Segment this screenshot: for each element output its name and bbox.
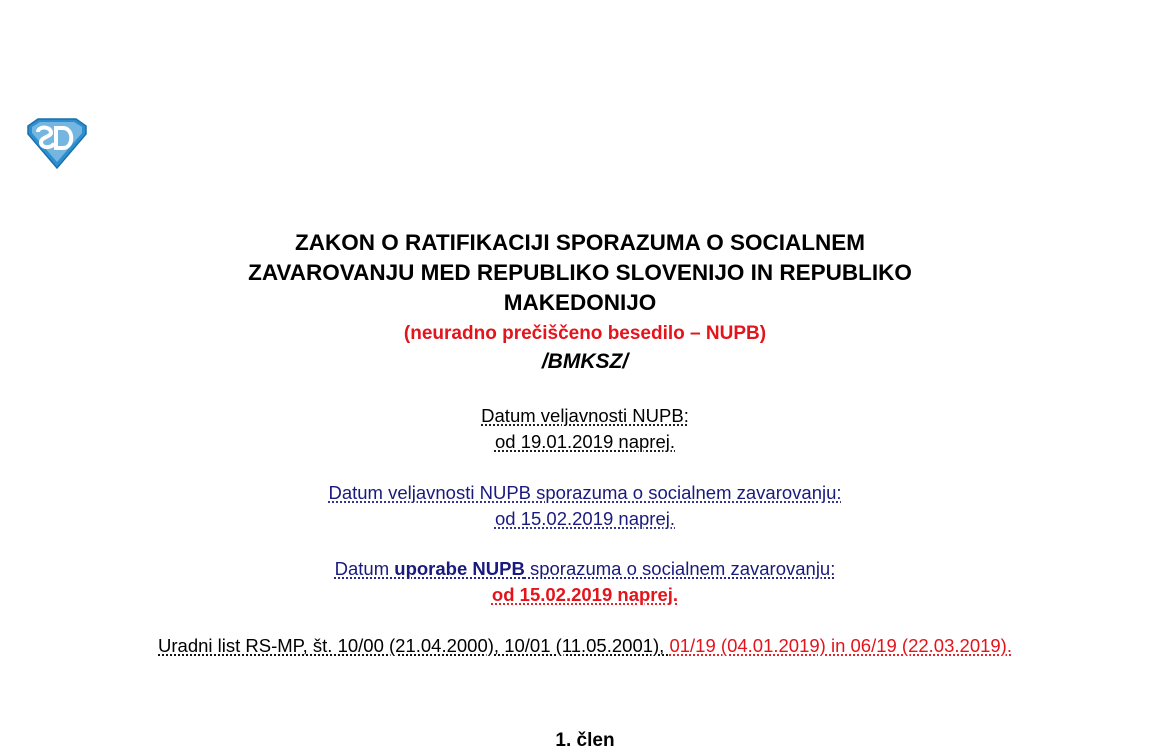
agreement-validity-label[interactable]: Datum veljavnosti NUPB sporazuma o socialnem zavarovanju: bbox=[328, 482, 842, 503]
subtitle-nupb: (neuradno prečiščeno besedilo – NUPB) bbox=[403, 323, 767, 344]
title-line-1: ZAKON O RATIFIKACIJI SPORAZUMA O SOCIALNEM bbox=[295, 230, 865, 255]
gazette-citations[interactable]: Uradni list RS-MP, št. 10/00 (21.04.2000), 10/01 (11.05.2001), bbox=[158, 635, 670, 656]
validity-label[interactable]: Datum veljavnosti NUPB: bbox=[481, 405, 689, 426]
official-gazette-block bbox=[140, 633, 1030, 659]
agreement-validity-block bbox=[0, 480, 1157, 532]
usage-label[interactable] bbox=[335, 556, 836, 582]
logo bbox=[22, 118, 92, 170]
usage-label-bold: uporabe NUPB bbox=[394, 558, 525, 579]
first-clause-heading: 1. člen bbox=[555, 730, 615, 751]
gazette-citations-amendments[interactable]: 01/19 (04.01.2019) in 06/19 (22.03.2019). bbox=[669, 635, 1012, 656]
usage-value[interactable]: od 15.02.2019 naprej. bbox=[491, 584, 679, 605]
title-line-2: ZAVAROVANJU MED REPUBLIKO SLOVENIJO IN REPUBLIKO bbox=[248, 260, 912, 285]
usage-block bbox=[0, 556, 1157, 608]
title-line-3: MAKEDONIJO bbox=[503, 290, 657, 315]
document-title bbox=[160, 228, 1000, 318]
validity-block bbox=[0, 403, 1157, 455]
law-code: /BMKSZ/ bbox=[541, 350, 629, 373]
validity-value[interactable]: od 19.01.2019 naprej. bbox=[494, 431, 675, 452]
usage-label-suffix: sporazuma o socialnem zavarovanju: bbox=[524, 558, 836, 579]
usage-label-prefix: Datum bbox=[334, 558, 395, 579]
agreement-validity-value[interactable]: od 15.02.2019 naprej. bbox=[494, 508, 675, 529]
shield-logo-icon bbox=[22, 118, 92, 170]
